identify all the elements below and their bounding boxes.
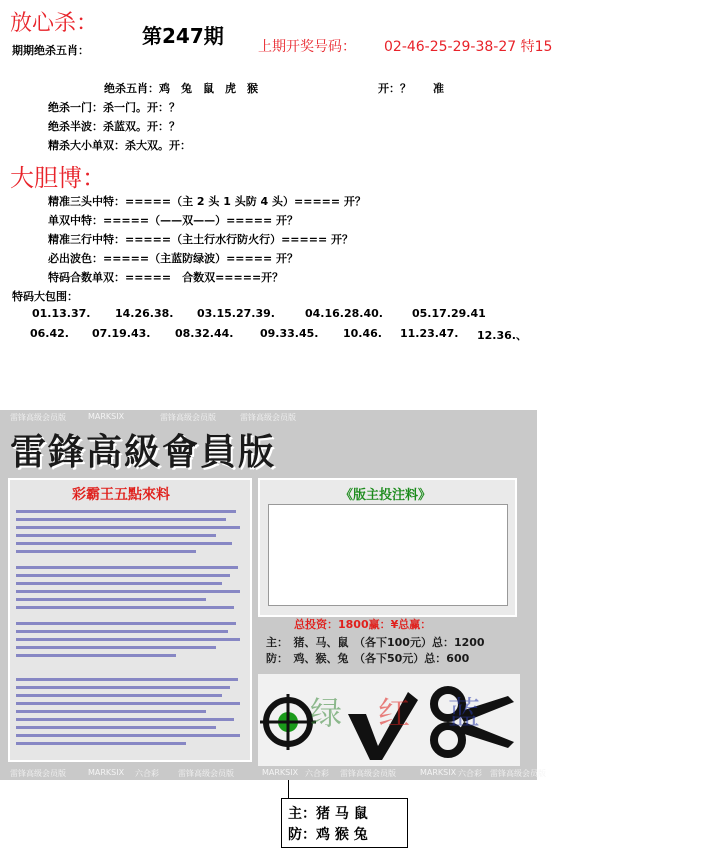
package-number: 11.23.47.: [400, 327, 459, 340]
watermark-text: 雷锋高级会员版: [240, 413, 296, 422]
watermark-text: 雷锋高级会员版: [340, 769, 396, 778]
watermark-text: MARKSIX: [88, 768, 125, 777]
left-panel-header: 彩霸王五點來料: [72, 487, 170, 503]
bold-line: 精准三行中特：=====（主土行水行防火行）===== 开？: [48, 233, 353, 246]
green-wave-glyph: 绿: [310, 694, 343, 732]
summary-guard: 防：鸡 猴 兔: [288, 827, 368, 843]
watermark-text: 雷锋高级会员版: [178, 769, 234, 778]
bold-line: 单双中特：=====（——双——）===== 开？: [48, 214, 298, 227]
pointer-line: [288, 780, 289, 800]
poster-title: 雷鋒高級會員版: [10, 431, 277, 473]
invest-guard-line: 防： 鸡、猴、兔 （各下50元）总：600: [266, 652, 470, 665]
package-number: 06.42.: [30, 327, 69, 340]
left-panel-text-texture: [10, 506, 246, 756]
blue-wave-glyph: 蓝: [448, 694, 481, 732]
summary-box: [281, 798, 408, 848]
dadanbo-title: 大胆博：: [10, 164, 106, 192]
watermark-text: 雷锋高级会员版: [10, 413, 66, 422]
bold-line: 特码合数单双：===== 合数双=====开？: [48, 271, 284, 284]
fangxinsha-title: 放心杀：: [10, 11, 99, 36]
issue-number: 第247期: [142, 24, 224, 48]
package-number: 05.17.29.41: [412, 307, 486, 320]
watermark-text: MARKSIX: [262, 768, 299, 777]
package-number: 01.13.37.: [32, 307, 91, 320]
last-draw-numbers: 02-46-25-29-38-27 特15: [384, 39, 553, 55]
watermark-text: 雷锋高级会员版: [490, 769, 546, 778]
package-number: 07.19.43.: [92, 327, 151, 340]
package-number: 14.26.38.: [115, 307, 174, 320]
package-number: 04.16.28.40.: [305, 307, 383, 320]
left-info-panel: [8, 478, 252, 762]
investment-block: [258, 616, 518, 672]
kill-one-door: 绝杀一门：杀一门。开：？: [48, 101, 180, 114]
right-top-panel: [258, 478, 517, 617]
icon-strip: [258, 674, 520, 766]
watermark-text: MARKSIX: [88, 412, 125, 421]
package-number: 08.32.44.: [175, 327, 234, 340]
watermark-text: 雷锋高级会员版: [160, 413, 216, 422]
invest-total-line: 总投资：1800赢：¥总赢：: [294, 618, 432, 631]
last-draw-label: 上期开奖号码：: [258, 39, 356, 55]
bold-line: 精准三头中特：=====（主 2 头 1 头防 4 头）===== 开？: [48, 195, 366, 208]
package-label: 特码大包围：: [12, 290, 78, 303]
bold-line: 必出波色：=====（主蓝防绿波）===== 开？: [48, 252, 298, 265]
right-panel-header: 《版主投注料》: [340, 488, 432, 503]
package-number: 09.33.45.: [260, 327, 319, 340]
invest-main-line: 主： 猪、马、鼠 （各下100元）总：1200: [266, 636, 485, 649]
red-wave-glyph: 红: [378, 694, 411, 732]
crosshair-icon: [260, 694, 316, 750]
package-number: 10.46.: [343, 327, 382, 340]
kill-five-label: 期期绝杀五肖：: [12, 44, 89, 57]
watermark-text: 六合彩: [458, 769, 482, 778]
kill-half-wave: 绝杀半波：杀蓝双。开：？: [48, 120, 180, 133]
member-poster: [0, 410, 546, 780]
right-panel-blank-box: [268, 504, 508, 606]
kill-five-zodiac: 绝杀五肖：鸡 兔 鼠 虎 猴: [104, 82, 258, 95]
package-number: 03.15.27.39.: [197, 307, 275, 320]
package-number: 12.36.、: [477, 329, 527, 342]
summary-main: 主：猪 马 鼠: [288, 806, 368, 822]
watermark-text: 六合彩: [135, 769, 159, 778]
watermark-text: 雷锋高级会员版: [10, 769, 66, 778]
kill-five-result: 开：？ 准: [378, 82, 444, 95]
watermark-text: 六合彩: [305, 769, 329, 778]
watermark-text: MARKSIX: [420, 768, 457, 777]
kill-size-odd: 精杀大小单双：杀大双。开：: [48, 139, 191, 152]
